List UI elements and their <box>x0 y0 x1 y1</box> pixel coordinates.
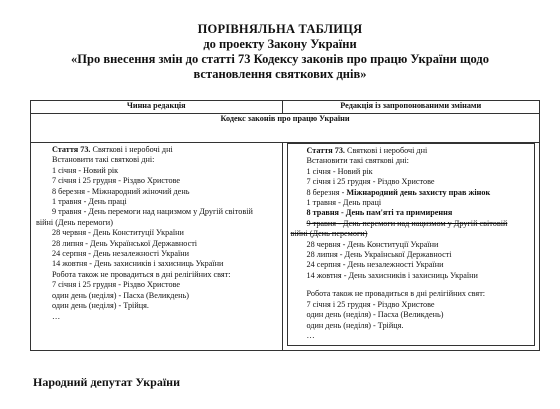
list-item: Встановити такі святкові дні: <box>52 155 155 165</box>
proposed-text-box <box>287 143 536 346</box>
article-heading: Стаття 73. Святкові і неробочі дні <box>306 146 428 155</box>
section-title: Кодекс законів про працю України <box>31 114 540 143</box>
list-item: Робота також не провадиться в дні релігійних свят: <box>52 269 231 279</box>
list-item: 7 січня і 25 грудня - Різдво Христове <box>52 280 181 290</box>
comparison-table <box>30 100 540 351</box>
title-line-4: встановлення святкових днів» <box>193 67 367 81</box>
title-line-3: «Про внесення змін до статті 73 Кодексу законів про працю України щодо <box>71 52 489 66</box>
list-item: 8 березня - Міжнародний жіночий день <box>52 186 190 196</box>
list-item: 28 червня - День Конституції України <box>306 239 439 249</box>
list-item: один день (неділя) - Пасха (Великдень) <box>52 290 189 300</box>
list-item: 7 січня і 25 грудня - Різдво Христове <box>52 176 181 186</box>
column-header-proposed: Редакція із запропонованими змінами <box>282 101 540 114</box>
article-heading: Стаття 73. Святкові і неробочі дні <box>52 145 173 154</box>
list-item-removed: 9 травня - День перемоги над нацизмом у Другій світовій <box>306 218 508 228</box>
list-item: Встановити такі святкові дні: <box>306 156 409 166</box>
list-item: 14 жовтня - День захисників і захисниць України <box>306 270 478 280</box>
list-item: 1 травня - День праці <box>52 197 127 207</box>
spacer <box>291 281 532 289</box>
list-item: 7 січня і 25 грудня - Різдво Христове <box>306 299 435 309</box>
column-header-current: Чинна редакція <box>31 101 283 114</box>
list-item-removed: війні (День перемоги) <box>290 229 368 239</box>
list-item: Робота також не провадиться в дні релігійних свят: <box>306 289 486 299</box>
ellipsis: … <box>52 311 61 321</box>
document-title <box>0 22 560 82</box>
list-item: 1 січня - Новий рік <box>52 165 119 175</box>
title-line-1: ПОРІВНЯЛЬНА ТАБЛИЦЯ <box>197 22 363 36</box>
list-item: один день (неділя) - Трійця. <box>306 320 404 330</box>
list-item: 24 серпня - День незалежності України <box>52 249 189 259</box>
list-item: один день (неділя) - Трійця. <box>52 301 149 311</box>
list-item: 7 січня і 25 грудня - Різдво Христове <box>306 177 435 187</box>
list-item-changed: 8 березня - Міжнародний день захисту прав жінок <box>306 187 491 197</box>
current-text-cell <box>31 143 283 351</box>
list-item: війні (День перемоги) <box>36 217 113 227</box>
ellipsis: … <box>306 330 315 340</box>
list-item: 24 серпня - День незалежності України <box>306 260 444 270</box>
content-row <box>31 143 540 351</box>
list-item: один день (неділя) - Пасха (Великдень) <box>306 310 444 320</box>
proposed-text <box>288 144 535 341</box>
list-item-added: 8 травня - День пам'яті та примирення <box>306 208 453 218</box>
list-item: 1 травня - День праці <box>306 198 382 208</box>
table-header-row <box>31 101 540 114</box>
list-item: 14 жовтня - День захисників і захисниць України <box>52 259 224 269</box>
list-item: 28 липня - День Української Державності <box>52 238 198 248</box>
list-item: 9 травня - День перемоги над нацизмом у Другій світовій <box>52 207 253 217</box>
proposed-text-cell <box>282 143 540 351</box>
current-text <box>33 143 280 322</box>
list-item: 1 січня - Новий рік <box>306 166 373 176</box>
list-item: 28 липня - День Української Державності <box>306 250 452 260</box>
title-line-2: до проекту Закону України <box>203 37 357 51</box>
signature-line: Народний депутат України <box>33 375 180 389</box>
list-item: 28 червня - День Конституції України <box>52 228 184 238</box>
section-row <box>31 114 540 143</box>
